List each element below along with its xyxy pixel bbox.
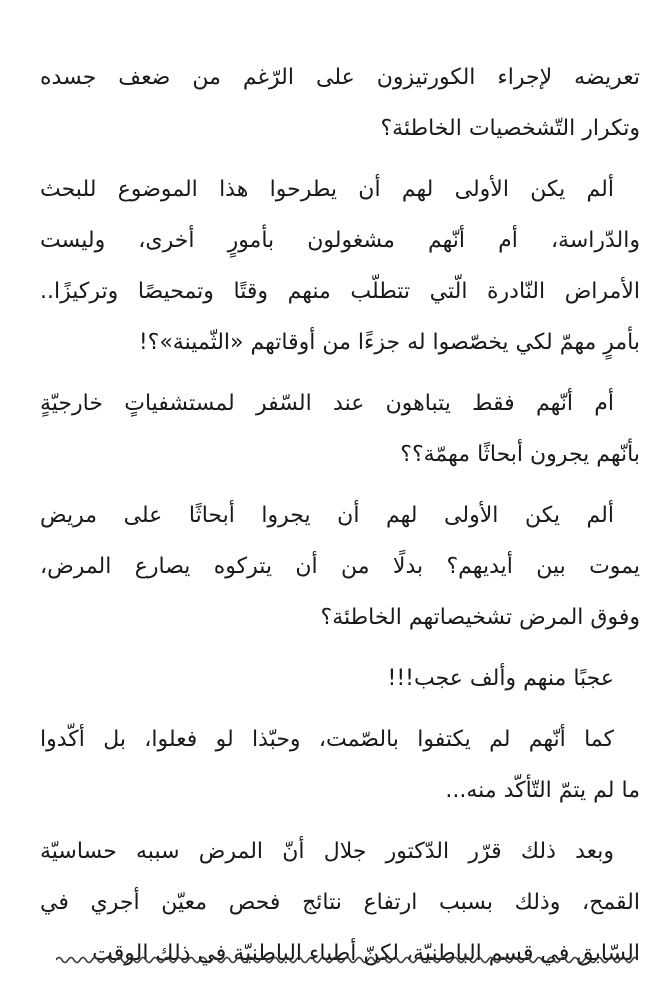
text-line: وفوق المرض تشخيصاتهم الخاطئة؟ [320,605,640,630]
text-line: القمح، وذلك بسبب ارتفاع نتائج فحص معيّن أجري في [40,890,640,915]
paragraph-3 [40,378,640,480]
paragraph-6 [40,714,640,816]
paragraph-2 [40,164,640,368]
text-line: بأنّهم يجرون أبحاثًا مهمّة؟؟ [400,442,640,467]
text-line: ما لم يتمّ التّأكّد منه... [445,778,640,803]
text-line: الأمراض النّادرة الّتي تتطلّب منهم وقتًا وتمحيصًا وتركيزًا.. [40,279,640,304]
text-line: يموت بين أيديهم؟ بدلًا من أن يتركوه يصارع المرض، [40,554,640,579]
text-line: ألم يكن الأولى لهم أن يجروا أبحاثًا على مريض [40,503,614,528]
text-line: وبعد ذلك قرّر الدّكتور جلال أنّ المرض سببه حساسيّة [40,839,614,864]
text-line: عجبًا منهم وألف عجب!!! [387,666,614,691]
paragraph-4 [40,490,640,643]
text-line: ألم يكن الأولى لهم أن يطرحوا هذا الموضوع للبحث [40,177,614,202]
text-line: تعريضه لإجراء الكورتيزون على الرّغم من ضعف جسده [40,65,640,90]
wavy-divider [56,954,638,966]
text-line: وتكرار التّشخصيات الخاطئة؟ [380,116,640,141]
wavy-divider-line [56,958,638,963]
text-line: السّابق في قسم الباطنيّة، لكنّ أطباء الباطنيّة في ذلك الوقت [92,941,640,966]
text-line: أم أنّهم فقط يتباهون عند السّفر لمستشفياتٍ خارجيّةٍ [40,391,614,416]
paragraph-1 [40,52,640,154]
page-body [40,52,640,989]
text-line: كما أنّهم لم يكتفوا بالصّمت، وحبّذا لو فعلوا، بل أكّدوا [40,727,614,752]
text-line: والدّراسة، أم أنّهم مشغولون بأمورٍ أخرى، وليست [40,228,640,253]
text-line: بأمرٍ مهمّ لكي يخصّصوا له جزءًا من أوقاتهم «الثّمينة»؟! [138,330,640,355]
paragraph-5 [40,653,640,704]
